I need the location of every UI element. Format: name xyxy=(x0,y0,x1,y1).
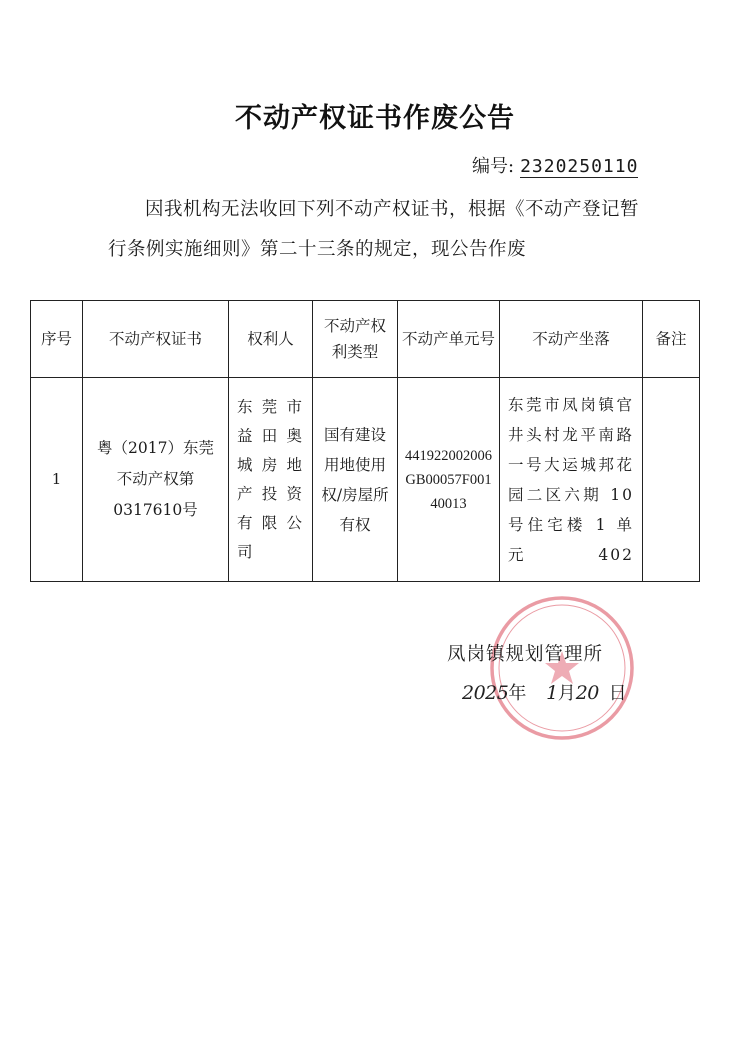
cell-unit-no: 441922002006GB00057F00140013 xyxy=(398,378,500,582)
cell-remark xyxy=(643,378,700,582)
cell-certificate: 粤（2017）东莞不动产权第0317610号 xyxy=(83,378,229,582)
date-year: 2025 xyxy=(462,682,509,704)
intro-paragraph: 因我机构无法收回下列不动产权证书，根据《不动产登记暂行条例实施细则》第二十三条的规定，现公告作废 xyxy=(108,199,640,260)
certificate-table xyxy=(30,300,700,582)
issue-date xyxy=(462,679,627,705)
date-month: 1 xyxy=(546,682,558,704)
issuing-organization: 凤岗镇规划管理所 xyxy=(447,644,604,665)
cell-holder: 东莞市益田奥城房地产投资有限公司 xyxy=(229,378,313,582)
cell-location: 东莞市凤岗镇官井头村龙平南路一号大运城邦花园二区六期 10号住宅楼 1 单元 402 xyxy=(500,378,643,582)
date-month-suffix: 月 xyxy=(557,683,576,704)
page-title: 不动产权证书作废公告 xyxy=(235,103,515,134)
header-unit-no: 不动产单元号 xyxy=(398,301,500,378)
official-seal xyxy=(487,593,637,743)
cell-index: 1 xyxy=(31,378,83,582)
date-day-suffix: 日 xyxy=(608,683,627,704)
header-right-type: 不动产权利类型 xyxy=(313,301,398,378)
table-row xyxy=(31,378,700,582)
header-certificate: 不动产权证书 xyxy=(83,301,229,378)
serial-label: 编号: xyxy=(472,156,515,177)
date-year-suffix: 年 xyxy=(508,683,527,704)
serial-number xyxy=(472,152,638,178)
cell-right-type: 国有建设用地使用权/房屋所有权 xyxy=(313,378,398,582)
header-holder: 权利人 xyxy=(229,301,313,378)
header-location: 不动产坐落 xyxy=(500,301,643,378)
header-index: 序号 xyxy=(31,301,83,378)
serial-value: 2320250110 xyxy=(520,156,639,177)
header-remark: 备注 xyxy=(643,301,700,378)
date-day: 20 xyxy=(575,682,599,704)
table-header-row xyxy=(31,301,700,378)
